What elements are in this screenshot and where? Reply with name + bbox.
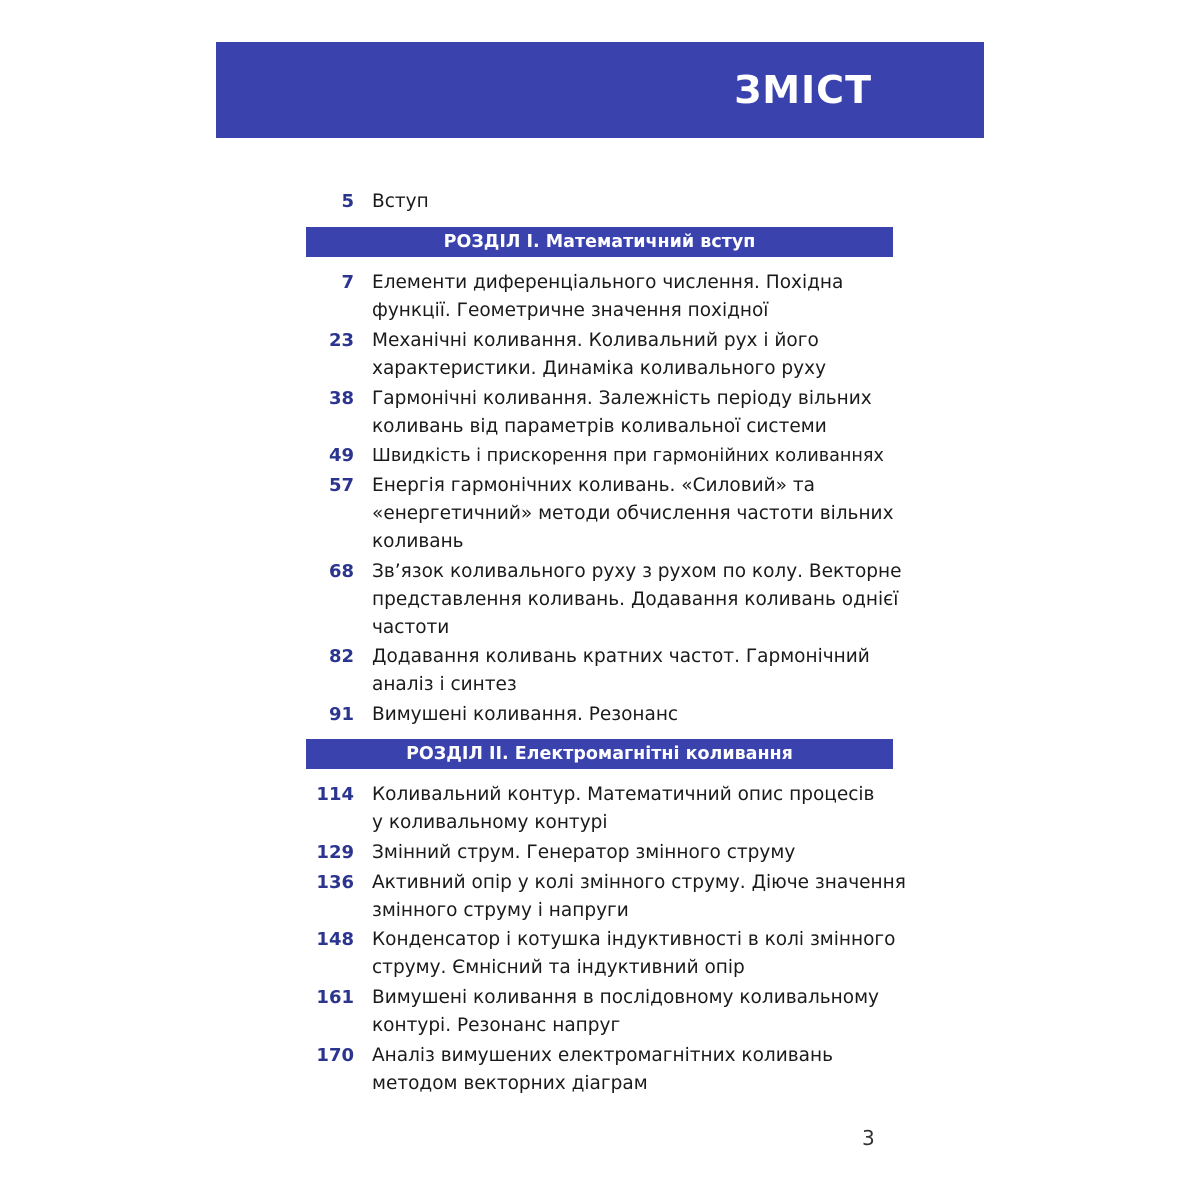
toc-page-number: 114 <box>316 784 354 805</box>
toc-page-number: 38 <box>328 388 354 409</box>
toc-page-number: 129 <box>316 842 354 863</box>
toc-entry-title: Вступ <box>372 191 429 212</box>
toc-entry-title: Гармонічні коливання. Залежність періоду вільних коливань від параметрів коливальної системи <box>372 388 872 437</box>
toc-entry-title: Елементи диференціального числення. Похідна функції. Геометричне значення похідної <box>372 272 844 321</box>
header-band <box>216 42 984 138</box>
toc-entry-title: Додавання коливань кратних частот. Гармонічний аналіз і синтез <box>372 646 870 695</box>
toc-entry-title: Активний опір у колі змінного струму. Діюче значення змінного струму і напруги <box>372 872 906 921</box>
toc-page-number: 82 <box>328 646 354 667</box>
toc-page-number: 91 <box>328 704 354 725</box>
page-title: ЗМІСТ <box>734 68 872 112</box>
toc-entry-title: Механічні коливання. Коливальний рух і його характеристики. Динаміка коливального руху <box>372 330 827 379</box>
toc-page-number: 148 <box>316 929 354 950</box>
toc-entry-title: Вимушені коливання в послідовному коливальному контурі. Резонанс напруг <box>372 987 879 1036</box>
toc-page-number: 7 <box>341 272 354 293</box>
toc-entry-title: Вимушені коливання. Резонанс <box>372 704 679 725</box>
toc-entry-title: Зв’язок коливального руху з рухом по колу. Векторне представлення коливань. Додавання коливань однієї частоти <box>372 561 902 638</box>
toc-page-number: 68 <box>328 561 354 582</box>
toc-page-number: 5 <box>341 191 354 212</box>
toc-page-number: 57 <box>328 475 354 496</box>
section-heading-2: РОЗДІЛ ІІ. Електромагнітні коливання <box>306 739 893 769</box>
toc-entry-title: Швидкість і прискорення при гармонійних коливаннях <box>372 446 884 466</box>
toc-entry-title: Змінний струм. Генератор змінного струму <box>372 842 796 863</box>
toc-page-number: 170 <box>316 1045 354 1066</box>
section-heading-1: РОЗДІЛ І. Математичний вступ <box>306 227 893 257</box>
toc-page-number: 161 <box>316 987 354 1008</box>
toc-page-number: 49 <box>328 445 354 466</box>
toc-page-number: 23 <box>328 330 354 351</box>
toc-entry-title: Енергія гармонічних коливань. «Силовий» та «енергетичний» методи обчислення частоти вільних коливань <box>372 475 894 552</box>
page-number: 3 <box>862 1126 875 1150</box>
toc-page-number: 136 <box>316 872 354 893</box>
toc-entry-title: Коливальний контур. Математичний опис процесів у коливальному контурі <box>372 784 875 833</box>
toc-entry-title: Аналіз вимушених електромагнітних коливань методом векторних діаграм <box>372 1045 834 1094</box>
toc-entry-title: Конденсатор і котушка індуктивності в колі змінного струму. Ємнісний та індуктивний опір <box>372 929 896 978</box>
